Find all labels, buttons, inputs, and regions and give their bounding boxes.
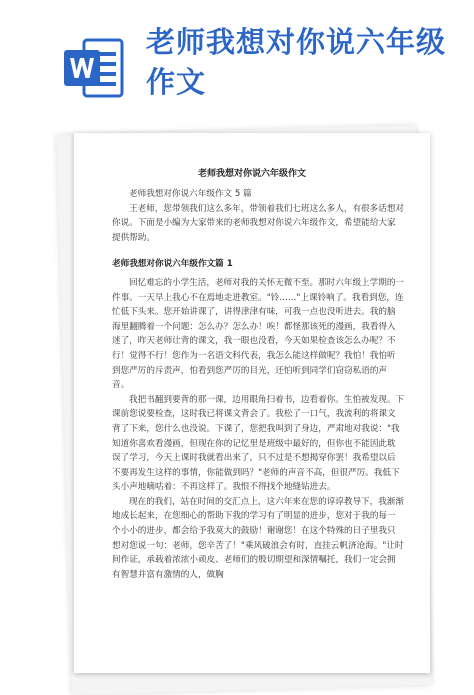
word-document-icon [62, 36, 126, 100]
document-body [112, 187, 404, 582]
document-title: 老师我想对你说六年级作文 [197, 169, 306, 179]
body-paragraph: 我把书翻到要背的那一课，边用眼角扫着书，边看着你。生怕被发现。下课前您说要检查，这时我已将课文背会了。我松了一口气，我流利的将课文背了下来，您什么也没说。下课了，您把我叫到了身边，严肃地对我说："我知道你喜欢看漫画，但现在你的记忆里是班级中最好的，但你也不能因此耽误了学习，今天上课时我就看出来了，只不过是不想揭穿你罢！我希望以后不要再发生这样的事情，你能做到吗？"老师的声音不高，但很严厉。我低下头小声地嘀咕着：不再这样了。我恨不得找个地缝钻进去。 [112, 394, 405, 493]
body-paragraph: 回忆难忘的小学生活，老师对我的关怀无微不至。那时六年级上学期的一件事。一天早上我心不在焉地走进教室。"铃……"上课铃响了。我看到您，连忙低下头来。您开始讲课了，讲得津津有味，可我一点也没听进去。我的脑海里翻腾着一个问题：怎么办？怎么办！唉！都怪那该死的漫画，我看得入迷了，昨天老师让背的课文，我一眼也没看，今天如果检查该怎么办呢？不行！觉得不行！您作为一名语文科代表，我怎么能这样做呢？我怕！我怕听到您严厉的斥责声，怕看到您严厉的目光，还怕听到同学们窃窃私语的声音。 [112, 277, 405, 391]
page-title: 老师我想对你说六年级作文 [146, 25, 447, 99]
page-header [0, 0, 474, 118]
body-paragraph: 现在的我们，站在时间的交汇点上，这六年来在您的谆谆教导下，我渐渐地成长起来，在您细心的帮助下我的学习有了明显的进步，您对于我的每一个小小的进步，都会给予我莫大的鼓励！谢谢您！在这个特殊的日子里我只想对您说一句：老师，您辛苦了！"乘风破浪会有时，直挂云帆济沧海。"让时间作证，承载着浓浓小顽皮、老师们的殷切期望和深情嘱托，我们一定会拥有智慧并富有激情的人，做胸 [112, 496, 405, 580]
intro-heading: 老师我想对你说六年级作文 5 篇 [129, 189, 252, 199]
section-heading: 老师我想对你说六年级作文篇 1 [112, 259, 233, 270]
intro-paragraph: 王老师，您带领我们这么多年，带领着我们七班这么多人，有很多话想对你说。下面是小编为大家带来的老师我想对你说六年级作文，希望能给大家提供帮助。 [112, 203, 405, 243]
document-page [74, 133, 430, 673]
